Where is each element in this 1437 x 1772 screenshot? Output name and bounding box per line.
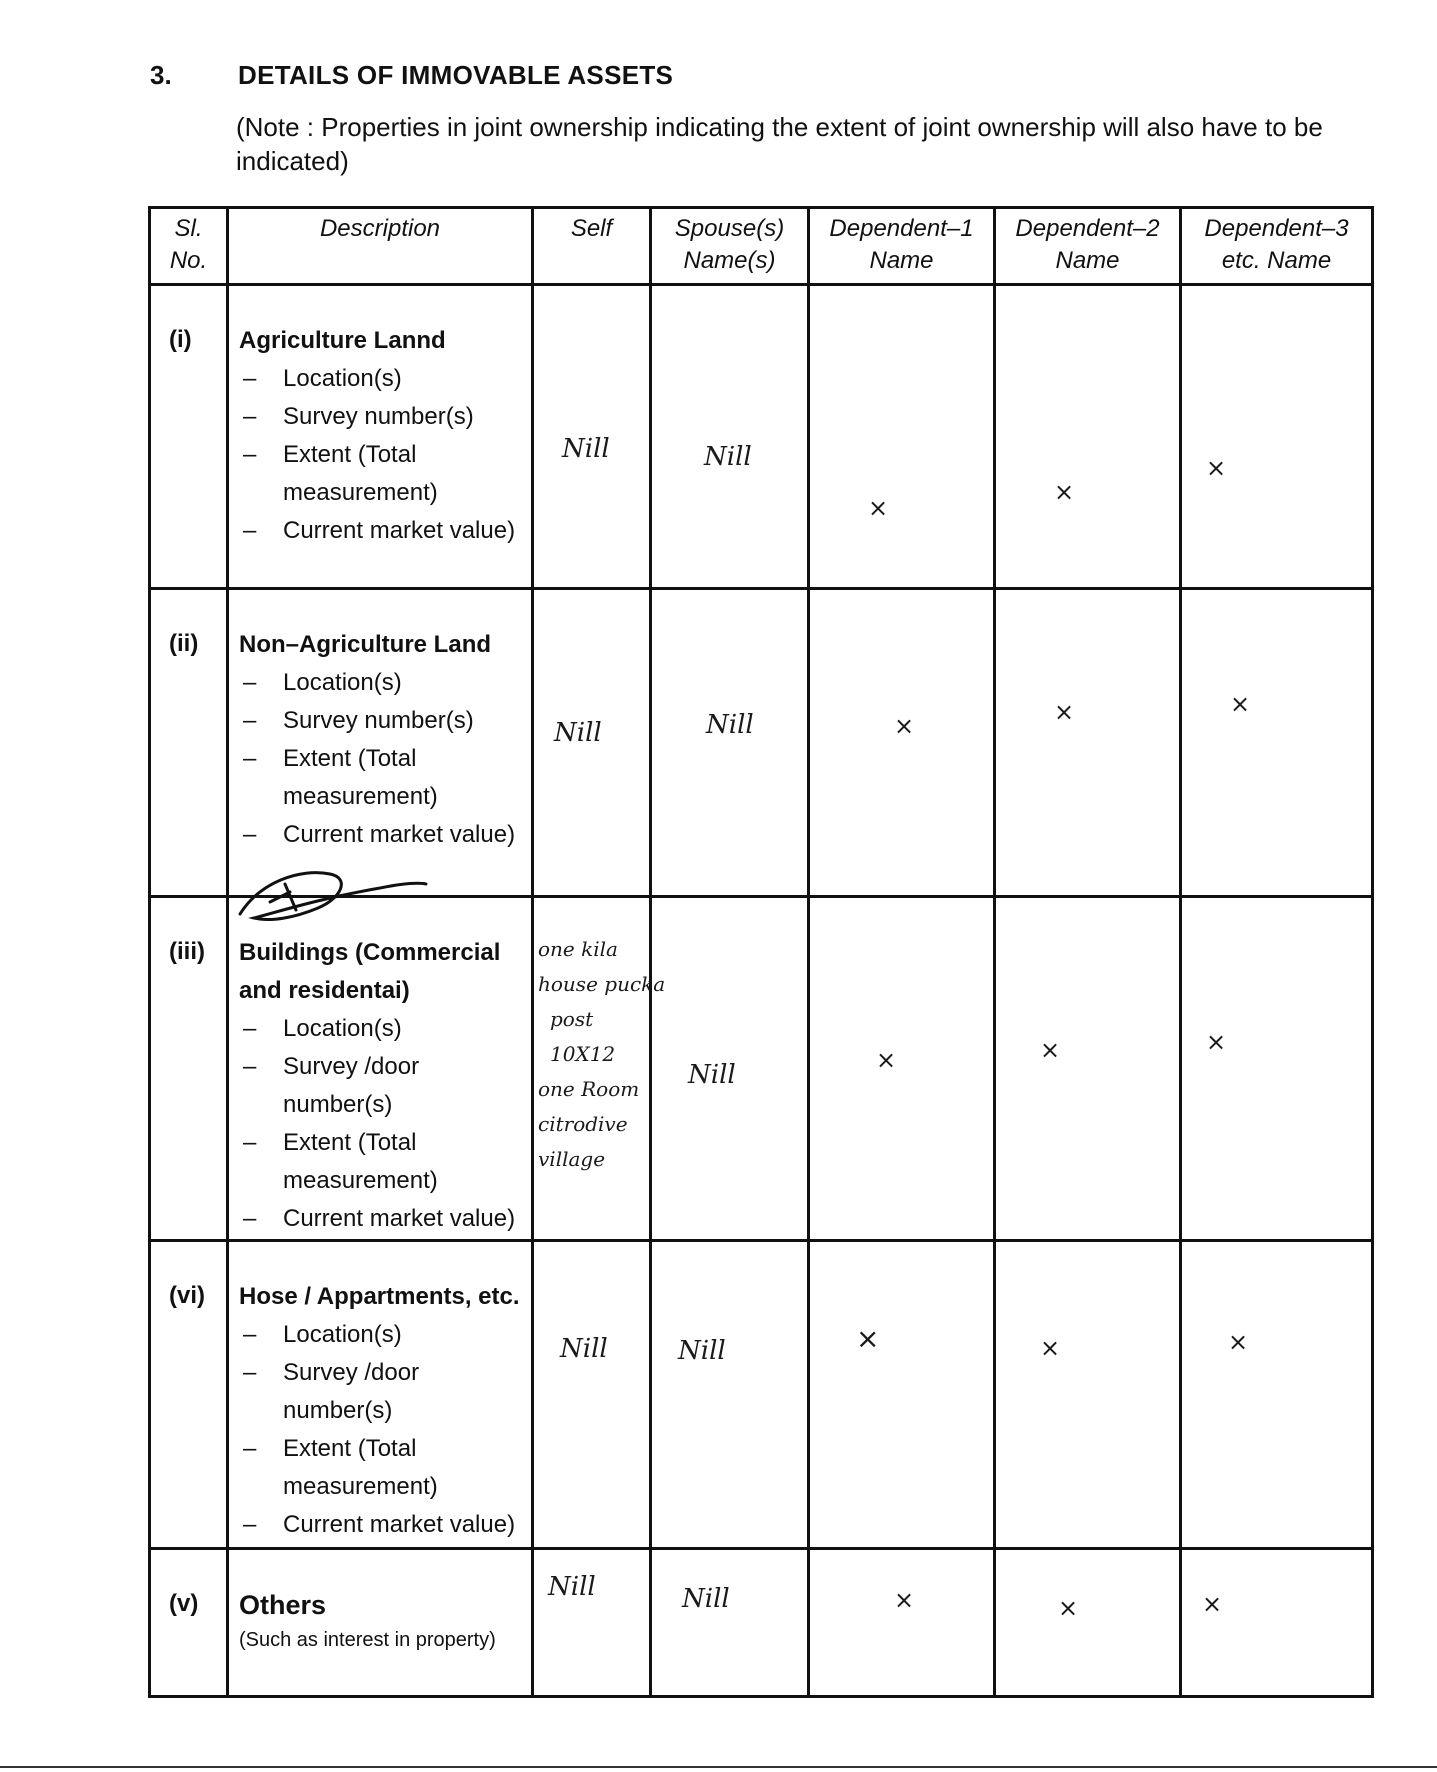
header-self: Self [533, 208, 651, 285]
handwritten-signature [230, 862, 430, 932]
handwritten-value: Nill [706, 710, 754, 741]
list-item: – Current market value) [239, 816, 525, 854]
header-dependent-3: Dependent–3 etc. Name [1181, 208, 1373, 285]
list-item: – Survey /door number(s) [239, 1048, 525, 1124]
section-number: 3. [150, 60, 172, 90]
cell-self [533, 897, 666, 1240]
header-sl-no: Sl. No. [150, 208, 228, 285]
cell-self [533, 1240, 651, 1548]
cross-mark: × [1040, 1036, 1061, 1065]
row-description [228, 589, 533, 897]
list-item: – Extent (Total measurement) [239, 436, 525, 512]
cell-dependent-2 [995, 897, 1181, 1240]
section-title: DETAILS OF IMMOVABLE ASSETS [238, 60, 674, 90]
list-item: – Extent (Total measurement) [239, 1430, 525, 1506]
cross-mark: × [868, 494, 889, 523]
bottom-rule [0, 1766, 1437, 1768]
list-item: – Location(s) [239, 1010, 525, 1048]
row-title: Buildings (Commercial and residentai) [239, 939, 501, 1005]
list-item: – Survey number(s) [239, 702, 525, 740]
list-item: – Location(s) [239, 1316, 525, 1354]
list-item: – Survey /door number(s) [239, 1354, 525, 1430]
row-serial: (iii) [150, 897, 228, 1240]
cell-dependent-1 [809, 1240, 995, 1548]
immovable-assets-table [148, 206, 1374, 1698]
cross-mark: × [1054, 698, 1075, 727]
handwritten-value: Nill [554, 718, 602, 749]
cell-dependent-1 [809, 1548, 995, 1696]
header-description: Description [228, 208, 533, 285]
row-serial: (i) [150, 285, 228, 589]
row-subtitle: (Such as interest in property) [239, 1628, 496, 1651]
list-item: – Survey number(s) [239, 398, 525, 436]
cell-dependent-2 [995, 1240, 1181, 1548]
list-item: – Extent (Total measurement) [239, 1124, 525, 1200]
row-serial: (ii) [150, 589, 228, 897]
list-item: – Current market value) [239, 512, 525, 550]
row-description [228, 1548, 533, 1696]
cell-spouse [651, 897, 809, 1240]
cross-mark: × [1228, 1327, 1249, 1356]
row-title: Hose / Appartments, etc. [239, 1282, 520, 1310]
row-serial: (vi) [150, 1240, 228, 1548]
cell-spouse [651, 285, 809, 589]
cell-dependent-3 [1181, 1240, 1373, 1548]
table-row [150, 285, 1373, 589]
cross-mark: × [1230, 690, 1251, 719]
handwritten-value: Nill [562, 434, 610, 465]
handwritten-value: Nill [688, 1060, 736, 1091]
cross-mark: × [1040, 1333, 1061, 1362]
handwritten-value: Nill [682, 1583, 730, 1614]
cross-mark: × [1202, 1589, 1223, 1618]
header-spouse: Spouse(s) Name(s) [651, 208, 809, 285]
handwritten-note: one kila house pucka post 10X12 one Room citrodive village [538, 937, 666, 1172]
table-row [150, 589, 1373, 897]
cell-dependent-3 [1181, 589, 1373, 897]
cross-mark: × [1206, 454, 1227, 483]
section-note: (Note : Properties in joint ownership indicating the extent of joint ownership will also have to be indicated) [236, 112, 1323, 176]
cell-dependent-1 [809, 285, 995, 589]
cross-mark: × [856, 1321, 880, 1355]
row-description [228, 1240, 533, 1548]
row-title: Others [239, 1589, 327, 1620]
cell-spouse [651, 1240, 809, 1548]
cell-self [533, 1548, 651, 1696]
cell-dependent-2 [995, 1548, 1181, 1696]
cross-mark: × [876, 1046, 897, 1075]
row-title: Non–Agriculture Land [239, 631, 492, 659]
cell-spouse [651, 589, 809, 897]
handwritten-value: Nill [560, 1333, 608, 1364]
table-row [150, 897, 1373, 1240]
row-description [228, 285, 533, 589]
handwritten-value: Nill [704, 442, 752, 473]
cross-mark: × [1206, 1028, 1227, 1057]
table-header-row [150, 208, 1373, 285]
cell-dependent-3 [1181, 1548, 1373, 1696]
handwritten-value: Nill [678, 1335, 726, 1366]
row-title: Agriculture Lannd [239, 327, 446, 355]
header-dependent-2: Dependent–2 Name [995, 208, 1181, 285]
cell-dependent-1 [809, 589, 995, 897]
list-item: – Location(s) [239, 360, 525, 398]
list-item: – Current market value) [239, 1200, 525, 1238]
table-row [150, 1548, 1373, 1696]
cross-mark: × [894, 712, 915, 741]
cell-dependent-2 [995, 285, 1181, 589]
row-serial: (v) [150, 1548, 228, 1696]
cell-self [533, 589, 651, 897]
list-item: – Extent (Total measurement) [239, 740, 525, 816]
header-dependent-1: Dependent–1 Name [809, 208, 995, 285]
cell-self [533, 285, 651, 589]
table-row [150, 1240, 1373, 1548]
cell-spouse [651, 1548, 809, 1696]
cell-dependent-2 [995, 589, 1181, 897]
list-item: – Current market value) [239, 1506, 525, 1544]
handwritten-value: Nill [548, 1571, 596, 1602]
cross-mark: × [1058, 1593, 1079, 1622]
cross-mark: × [1054, 478, 1075, 507]
cell-dependent-3 [1181, 897, 1373, 1240]
row-description [228, 897, 533, 1240]
cross-mark: × [894, 1585, 915, 1614]
cell-dependent-3 [1181, 285, 1373, 589]
cell-dependent-1 [809, 897, 995, 1240]
list-item: – Location(s) [239, 664, 525, 702]
